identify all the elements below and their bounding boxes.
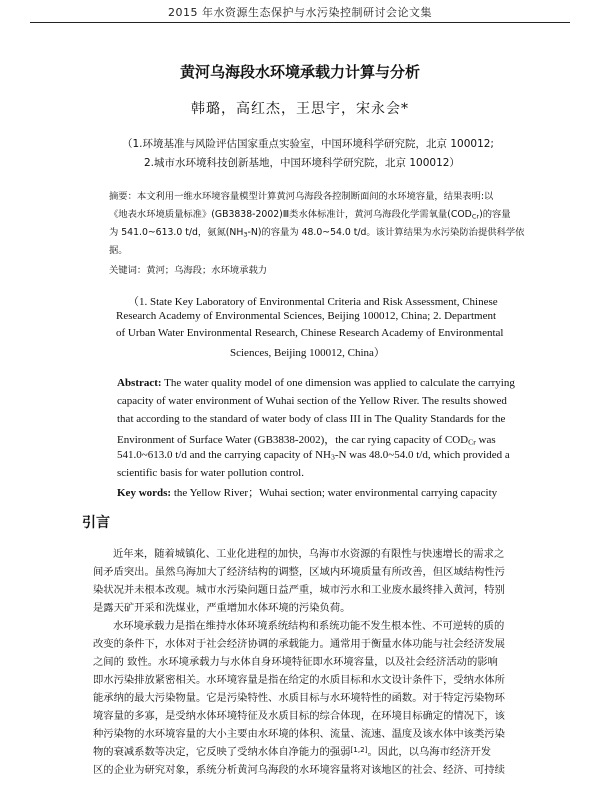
body-line-4: 是露天矿开采和洗煤业，严重增加水体环境的污染负荷。 [93, 602, 351, 614]
body-line-6: 改变的条件下，水体对于社会经济协调的承载能力。通常用于衡量水体功能与社会经济发展 [93, 638, 505, 650]
running-header: 2015 年水资源生态保护与水污染控制研讨会论文集 [168, 6, 432, 19]
abstract-zh-line-3: 为 541.0~613.0 t/d，氨氮$(NH_3-N)$的容量为 48.0~54.0 t/d。该计算结果为水污染防治提供科学依 [109, 227, 525, 239]
body-line-8: 即水污染排放紧密相关。水环境容量是指在给定的水质目标和水文设计条件下，受纳水体所 [93, 674, 505, 686]
body-line-10: 境容量的多寡，是受纳水体环境特征及水质目标的综合体现，在环境目标确定的情况下，该 [93, 710, 505, 722]
body-line-1: 近年来，随着城镇化、工业化进程的加快，乌海市水资源的有限性与快速增长的需求之 [113, 548, 505, 560]
body-line-2: 间矛盾突出。虽然乌海加大了经济结构的调整，区域内环境质量有所改善，但区域结构性污 [93, 566, 505, 578]
author-list: 韩璐，高红杰，王思宇，宋永会* [191, 101, 409, 117]
section-title-introduction: 引言 [82, 515, 110, 531]
abstract-zh-line-2: 《地表水环境质量标准》(GB3838-2002)Ⅲ类水体标准计，黄河乌海段化学需氧量$(COD_{Cr})$的容量 [109, 209, 511, 221]
body-line-5: 水环境承载力是指在维持水体环境系统结构和系统功能不发生根本性、不可逆转的质的 [113, 620, 505, 632]
body-line-9: 能承纳的最大污染物量。它是污染特性、水质目标与水环境特性的函数。对于特定污染物环 [93, 692, 505, 704]
keywords-en: Key words: the Yellow River；Wuhai section; water environmental carrying capacity [117, 487, 498, 499]
abstract-en-line-1: Abstract: The water quality model of one dimension was applied to calculate the carrying [117, 377, 515, 389]
header-rule [30, 22, 570, 23]
affiliation-en-line-3: of Urban Water Environmental Research, Chinese Research Academy of Environmental [116, 327, 504, 339]
citation-ref[interactable]: [1,2] [350, 745, 368, 755]
affiliation-zh-line-2: 2.城市水环境科技创新基地，中国环境科学研究院，北京 100012） [144, 157, 460, 169]
body-line-7: 之间的 致性。水环境承载力与水体自身环境特征即水环境容量，以及社会经济活动的影响 [93, 656, 498, 668]
abstract-en-line-5: 541.0~613.0 t/d and the carrying capacity of $NH_3-N$ was 48.0~54.0 t/d, which provided a [117, 449, 510, 462]
affiliation-zh-line-1: （1.环境基准与风险评估国家重点实验室，中国环境科学研究院，北京 100012; [122, 138, 494, 150]
abstract-en-line-2: capacity of water environment of Wuhai section of the Yellow River. The results showed [117, 395, 507, 407]
body-line-12: 物的衰减系数等决定，它反映了受纳水体自净能力的强弱[1,2]。因此，以乌海市经济开发 [93, 745, 492, 758]
affiliation-en-line-4: Sciences, Beijing 100012, China） [230, 347, 385, 359]
abstract-zh-line-1: 摘要：本文利用一维水环境容量模型计算黄河乌海段各控制断面间的水环境容量，结果表明:以 [109, 191, 494, 202]
body-line-13: 区的企业为研究对象，系统分析黄河乌海段的水环境容量将对该地区的社会、经济、可持续 [93, 764, 505, 776]
keywords-zh: 关键词：黄河；乌海段；水环境承载力 [109, 265, 268, 276]
abstract-en-line-6: scientific basis for water pollution control. [117, 467, 304, 479]
affiliation-en-line-1: （1. State Key Laboratory of Environmental Criteria and Risk Assessment, Chinese [128, 296, 498, 308]
affiliation-en-line-2: Research Academy of Environmental Sciences, Beijing 100012, China; 2. Department [116, 310, 497, 322]
abstract-en-line-3: that according to the standard of water body of class III in The Quality Standards for the [117, 413, 506, 425]
paper-title: 黄河乌海段水环境承载力计算与分析 [179, 63, 420, 81]
body-line-11: 种污染物的水环境容量的大小主要由水环境的体积、流量、流速、温度及该水体中该类污染 [93, 728, 505, 740]
body-line-3: 染状况并未根本改观。城市水污染问题日益严重，城市污水和工业废水最终排入黄河，特别 [93, 584, 505, 596]
abstract-en-line-4: Environment of Surface Water (GB3838-2002)，the car rying capacity of $COD_{Cr}$ was [117, 434, 496, 447]
abstract-zh-line-4: 据。 [109, 245, 128, 256]
